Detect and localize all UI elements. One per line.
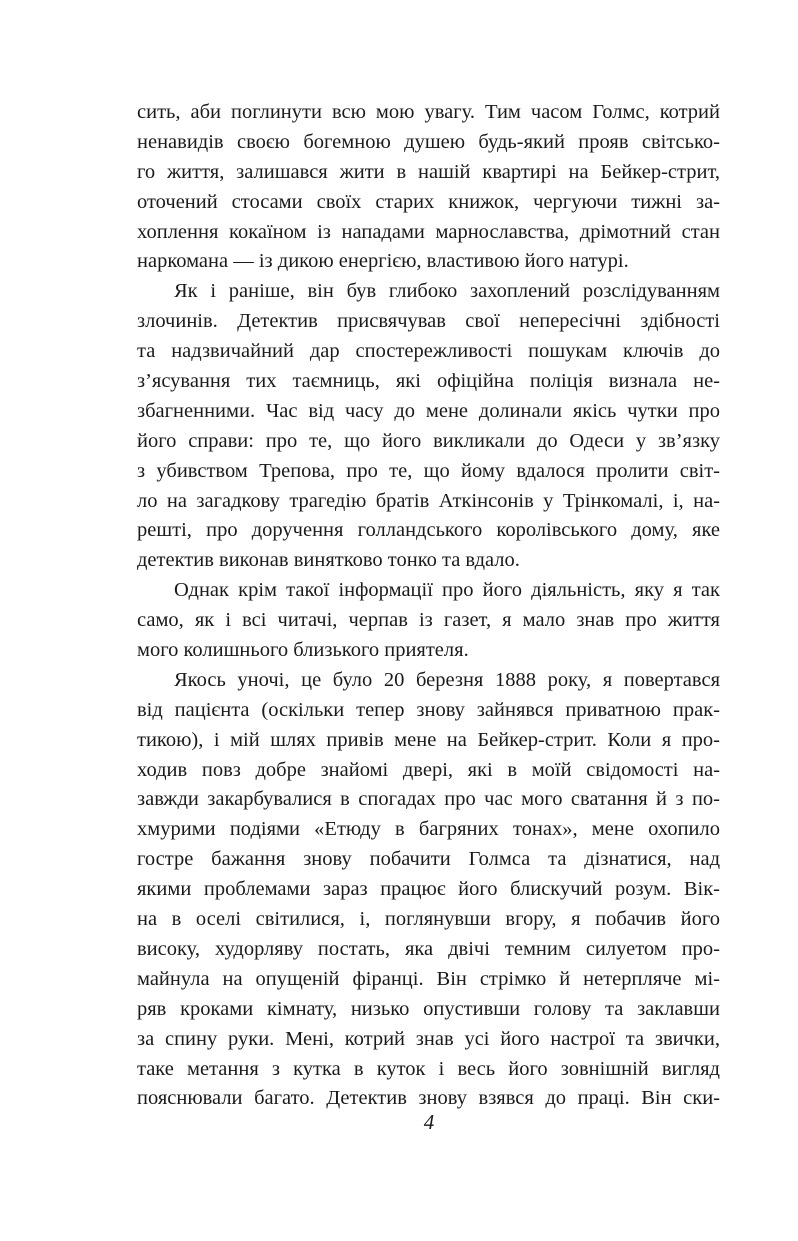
text-line: ло на загадкову трагедію братів Аткінсонів у Трінкомалі, і, на- xyxy=(137,489,720,512)
text-line: таке метання з кутка в куток і весь його зовнішній вигляд xyxy=(137,1057,720,1080)
paragraph-first-line: Однак крім такої інформації про його діяльність, яку я так xyxy=(174,579,720,602)
text-line: злочинів. Детектив присвячував свої непересічні здібності xyxy=(137,310,720,333)
text-line: від пацієнта (оскільки тепер знову зайнявся приватною прак- xyxy=(137,698,720,721)
text-line: ходив повз добре знайомі двері, які в моїй свідомості на- xyxy=(137,758,720,781)
text-line: з’ясування тих таємниць, які офіційна поліція визнала не- xyxy=(137,370,720,393)
text-line: якими проблемами зараз працює його блискучий розум. Вік- xyxy=(137,878,720,901)
text-line: майнула на опущеній фіранці. Він стрімко й нетерпляче мі- xyxy=(137,967,720,990)
text-line: решті, про доручення голландського королівського дому, яке xyxy=(137,519,720,542)
paragraph-first-line: Якось уночі, це було 20 березня 1888 року, я повертався xyxy=(174,668,720,691)
text-line: за спину руки. Мені, котрий знав усі його настрої та звички, xyxy=(137,1027,720,1050)
text-line: оточений стосами своїх старих книжок, чергуючи тижні за- xyxy=(137,190,720,213)
text-line: сить, аби поглинути всю мою увагу. Тим часом Голмс, котрий xyxy=(137,101,720,123)
text-line: гостре бажання знову побачити Голмса та дізнатися, над xyxy=(137,848,720,871)
text-line: його справи: про те, що його викликали до Одеси у зв’язку xyxy=(137,429,720,452)
text-line: наркомана — із дикою енергією, властивою його натурі. xyxy=(137,250,629,273)
text-line: на в оселі світилися, і, поглянувши вгору, я побачив його xyxy=(137,908,720,931)
text-line: тикою), і мій шлях привів мене на Бейкер-стрит. Коли я про- xyxy=(137,728,720,751)
page-number: 4 xyxy=(423,1110,435,1134)
text-line: високу, худорляву постать, яка двічі темним силуетом про- xyxy=(137,937,720,960)
page-body xyxy=(137,98,720,1114)
text-line: ненавидів своєю богемною душею будь-який прояв світсько- xyxy=(137,130,720,153)
text-line: пояснювали багато. Детектив знову взявся до праці. Він ски- xyxy=(137,1087,720,1110)
text-line: збагненними. Час від часу до мене долинали якісь чутки про xyxy=(137,399,720,422)
text-line: хмурими подіями «Етюду в багряних тонах», мене охопило xyxy=(137,818,720,841)
text-line: ряв кроками кімнату, низько опустивши голову та заклавши xyxy=(137,997,720,1020)
text-line: детектив виконав винятково тонко та вдало. xyxy=(137,549,520,572)
text-line: та надзвичайний дар спостережливості пошукам ключів до xyxy=(137,340,720,363)
text-line: хоплення кокаїном із нападами марнославства, дрімотний стан xyxy=(137,220,720,243)
text-line: го життя, залишався жити в нашій квартирі на Бейкер-стрит, xyxy=(137,160,720,183)
paragraph-first-line: Як і раніше, він був глибоко захоплений розслідуванням xyxy=(174,280,720,303)
text-line: з убивством Трепова, про те, що йому вдалося пролити світ- xyxy=(137,459,720,482)
text-line: завжди закарбувалися в спогадах про час мого сватання й з по- xyxy=(137,788,720,811)
text-line: мого колишнього близького приятеля. xyxy=(137,639,469,662)
text-line: само, як і всі читачі, черпав із газет, я мало знав про життя xyxy=(137,609,720,632)
